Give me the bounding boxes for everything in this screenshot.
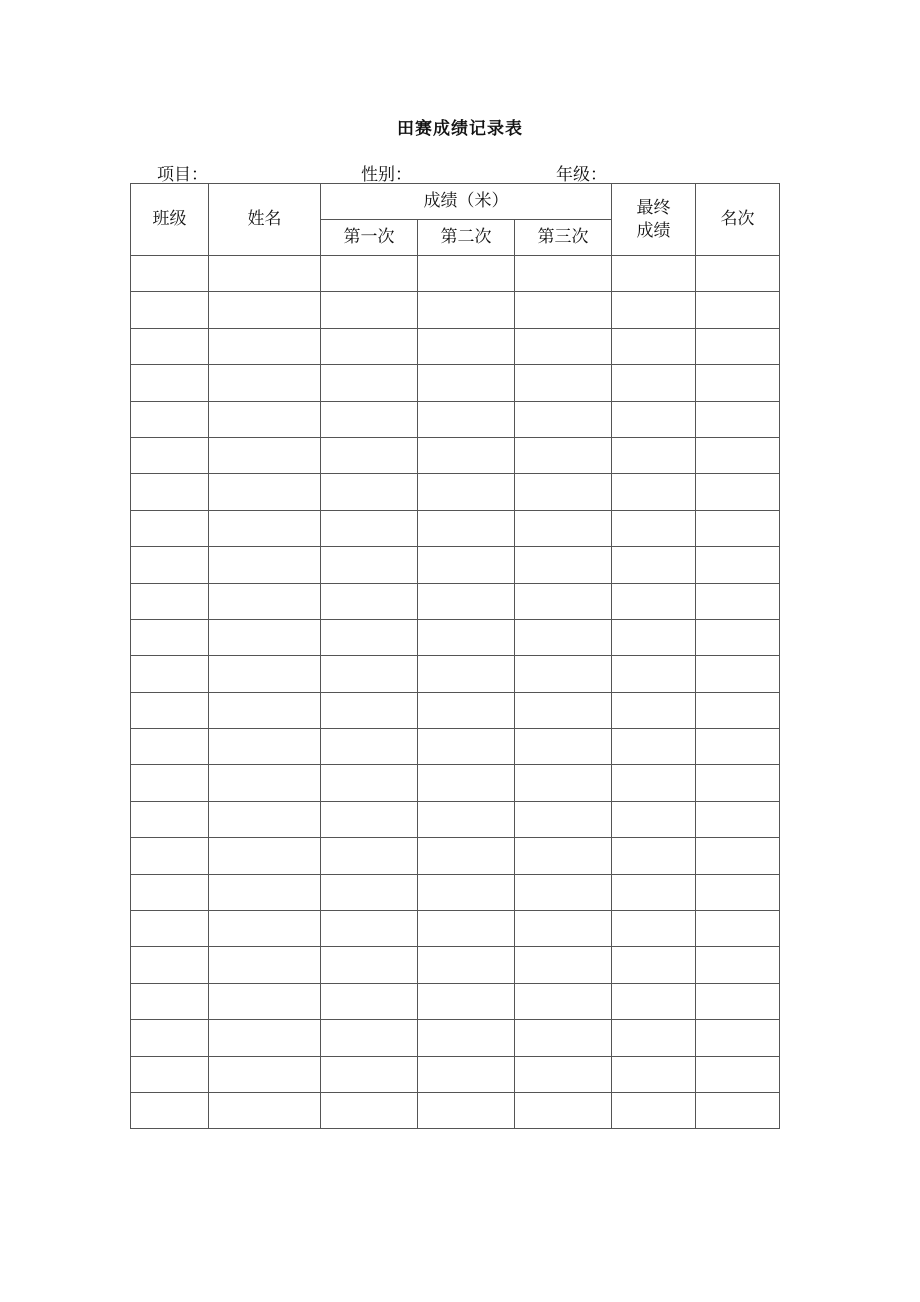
table-cell: [612, 365, 696, 401]
project-label: 项目：: [157, 165, 208, 185]
table-cell: [515, 801, 612, 837]
header-attempt-3: 第三次: [515, 220, 612, 256]
gender-label: 性别：: [361, 165, 412, 185]
table-cell: [321, 510, 418, 546]
table-cell: [209, 983, 321, 1019]
table-cell: [321, 256, 418, 292]
table-cell: [696, 1020, 780, 1056]
table-cell: [612, 292, 696, 328]
table-cell: [515, 765, 612, 801]
table-row: [131, 547, 780, 583]
table-cell: [418, 619, 515, 655]
table-cell: [418, 292, 515, 328]
table-cell: [612, 874, 696, 910]
table-row: [131, 583, 780, 619]
table-cell: [321, 1092, 418, 1128]
table-cell: [131, 801, 209, 837]
table-cell: [321, 911, 418, 947]
table-row: [131, 474, 780, 510]
table-cell: [131, 692, 209, 728]
record-table: [130, 183, 780, 1129]
table-cell: [321, 656, 418, 692]
table-cell: [321, 947, 418, 983]
table-cell: [209, 1056, 321, 1092]
table-cell: [612, 656, 696, 692]
table-cell: [612, 801, 696, 837]
table-cell: [696, 801, 780, 837]
table-cell: [209, 656, 321, 692]
table-cell: [515, 1020, 612, 1056]
table-cell: [131, 765, 209, 801]
table-row: [131, 256, 780, 292]
table-cell: [209, 583, 321, 619]
table-row: [131, 437, 780, 473]
table-cell: [321, 365, 418, 401]
table-cell: [696, 765, 780, 801]
table-cell: [696, 328, 780, 364]
table-cell: [209, 692, 321, 728]
table-cell: [696, 437, 780, 473]
table-cell: [131, 838, 209, 874]
table-cell: [321, 583, 418, 619]
table-cell: [321, 692, 418, 728]
table-cell: [418, 983, 515, 1019]
table-row: [131, 692, 780, 728]
header-final-score: [612, 184, 696, 256]
table-cell: [418, 437, 515, 473]
table-cell: [209, 838, 321, 874]
table-cell: [515, 983, 612, 1019]
table-cell: [131, 1056, 209, 1092]
table-cell: [418, 365, 515, 401]
table-cell: [131, 292, 209, 328]
table-cell: [418, 583, 515, 619]
table-cell: [612, 510, 696, 546]
table-row: [131, 328, 780, 364]
table-cell: [696, 983, 780, 1019]
table-cell: [515, 583, 612, 619]
table-cell: [612, 256, 696, 292]
table-cell: [515, 547, 612, 583]
table-row: [131, 838, 780, 874]
table-cell: [321, 1020, 418, 1056]
table-row: [131, 619, 780, 655]
header-rank: 名次: [696, 184, 780, 256]
table-cell: [612, 583, 696, 619]
table-row: [131, 401, 780, 437]
table-cell: [321, 838, 418, 874]
table-cell: [696, 656, 780, 692]
table-cell: [418, 328, 515, 364]
table-row: [131, 765, 780, 801]
table-cell: [696, 1092, 780, 1128]
table-row: [131, 911, 780, 947]
table-cell: [612, 983, 696, 1019]
table-cell: [209, 619, 321, 655]
table-cell: [209, 801, 321, 837]
table-cell: [515, 328, 612, 364]
table-row: [131, 656, 780, 692]
table-cell: [418, 656, 515, 692]
table-cell: [418, 838, 515, 874]
table-body: [131, 256, 780, 1129]
header-attempt-2: 第二次: [418, 220, 515, 256]
table-cell: [515, 292, 612, 328]
table-cell: [696, 292, 780, 328]
table-cell: [131, 729, 209, 765]
table-cell: [321, 874, 418, 910]
table-cell: [321, 729, 418, 765]
table-cell: [612, 1056, 696, 1092]
table-cell: [209, 765, 321, 801]
table-cell: [612, 401, 696, 437]
header-attempt-1: 第一次: [321, 220, 418, 256]
table-cell: [321, 1056, 418, 1092]
table-cell: [696, 583, 780, 619]
table-cell: [515, 1056, 612, 1092]
table-cell: [209, 401, 321, 437]
table-cell: [131, 401, 209, 437]
table-cell: [696, 874, 780, 910]
table-row: [131, 947, 780, 983]
header-final-line2: 成绩: [636, 220, 671, 241]
table-cell: [418, 474, 515, 510]
table-cell: [131, 437, 209, 473]
table-cell: [612, 474, 696, 510]
table-cell: [418, 801, 515, 837]
table-cell: [696, 947, 780, 983]
table-cell: [696, 365, 780, 401]
header-name: 姓名: [209, 184, 321, 256]
table-row: [131, 983, 780, 1019]
table-row: [131, 729, 780, 765]
table-cell: [131, 365, 209, 401]
table-cell: [418, 947, 515, 983]
table-cell: [612, 619, 696, 655]
page-title: 田赛成绩记录表: [397, 119, 523, 139]
table-cell: [515, 437, 612, 473]
table-cell: [131, 328, 209, 364]
table-cell: [418, 765, 515, 801]
table-row: [131, 510, 780, 546]
table-cell: [418, 874, 515, 910]
header-final-line1: 最终: [636, 197, 671, 218]
table-cell: [209, 365, 321, 401]
table-cell: [696, 838, 780, 874]
table-cell: [696, 619, 780, 655]
table-cell: [418, 256, 515, 292]
table-cell: [209, 1092, 321, 1128]
table-row: [131, 1092, 780, 1128]
table-cell: [321, 801, 418, 837]
table-cell: [209, 947, 321, 983]
table-cell: [209, 474, 321, 510]
table-cell: [612, 911, 696, 947]
table-cell: [418, 401, 515, 437]
table-cell: [418, 1092, 515, 1128]
table-cell: [515, 1092, 612, 1128]
table-cell: [209, 1020, 321, 1056]
table-cell: [131, 1020, 209, 1056]
table-cell: [612, 547, 696, 583]
table-row: [131, 1056, 780, 1092]
table-cell: [612, 947, 696, 983]
table-cell: [696, 729, 780, 765]
table-cell: [321, 474, 418, 510]
table-cell: [131, 510, 209, 546]
table-cell: [131, 947, 209, 983]
table-cell: [515, 838, 612, 874]
table-cell: [131, 1092, 209, 1128]
table-row: [131, 874, 780, 910]
table-cell: [321, 328, 418, 364]
table-row: [131, 365, 780, 401]
table-cell: [612, 729, 696, 765]
table-cell: [515, 365, 612, 401]
table-cell: [696, 474, 780, 510]
table-cell: [418, 729, 515, 765]
table-cell: [321, 401, 418, 437]
table-cell: [131, 583, 209, 619]
table-cell: [515, 619, 612, 655]
table-cell: [418, 547, 515, 583]
table-cell: [131, 256, 209, 292]
table-cell: [209, 729, 321, 765]
table-cell: [515, 474, 612, 510]
table-cell: [321, 619, 418, 655]
table-cell: [696, 401, 780, 437]
table-cell: [321, 765, 418, 801]
table-cell: [515, 729, 612, 765]
table-cell: [515, 874, 612, 910]
table-cell: [418, 1056, 515, 1092]
table-cell: [696, 911, 780, 947]
table-cell: [696, 547, 780, 583]
table-cell: [696, 510, 780, 546]
table-cell: [515, 510, 612, 546]
table-cell: [321, 292, 418, 328]
table-cell: [209, 437, 321, 473]
table-cell: [209, 547, 321, 583]
table-cell: [418, 510, 515, 546]
table-cell: [131, 619, 209, 655]
table-cell: [209, 292, 321, 328]
table-cell: [131, 547, 209, 583]
grade-label: 年级：: [556, 165, 607, 185]
table-cell: [612, 328, 696, 364]
table-cell: [131, 874, 209, 910]
table-cell: [418, 911, 515, 947]
table-cell: [515, 911, 612, 947]
header-score-group: 成绩（米）: [321, 184, 612, 220]
table-cell: [612, 692, 696, 728]
table-cell: [131, 474, 209, 510]
table-cell: [696, 256, 780, 292]
table-cell: [209, 328, 321, 364]
table-cell: [612, 765, 696, 801]
table-cell: [131, 911, 209, 947]
table-cell: [612, 838, 696, 874]
table-cell: [209, 874, 321, 910]
table-cell: [515, 656, 612, 692]
table-cell: [209, 256, 321, 292]
table-cell: [612, 1092, 696, 1128]
table-cell: [209, 911, 321, 947]
table-row: [131, 1020, 780, 1056]
table-cell: [515, 256, 612, 292]
table-cell: [131, 656, 209, 692]
table-cell: [418, 692, 515, 728]
table-cell: [131, 983, 209, 1019]
table-row: [131, 292, 780, 328]
table-cell: [515, 947, 612, 983]
table-cell: [321, 983, 418, 1019]
header-class: 班级: [131, 184, 209, 256]
table-cell: [612, 1020, 696, 1056]
table-row: [131, 801, 780, 837]
table-cell: [515, 692, 612, 728]
table-cell: [696, 1056, 780, 1092]
table-cell: [321, 547, 418, 583]
table-cell: [515, 401, 612, 437]
table-cell: [209, 510, 321, 546]
table-cell: [321, 437, 418, 473]
table-cell: [418, 1020, 515, 1056]
table-cell: [612, 437, 696, 473]
table-cell: [696, 692, 780, 728]
